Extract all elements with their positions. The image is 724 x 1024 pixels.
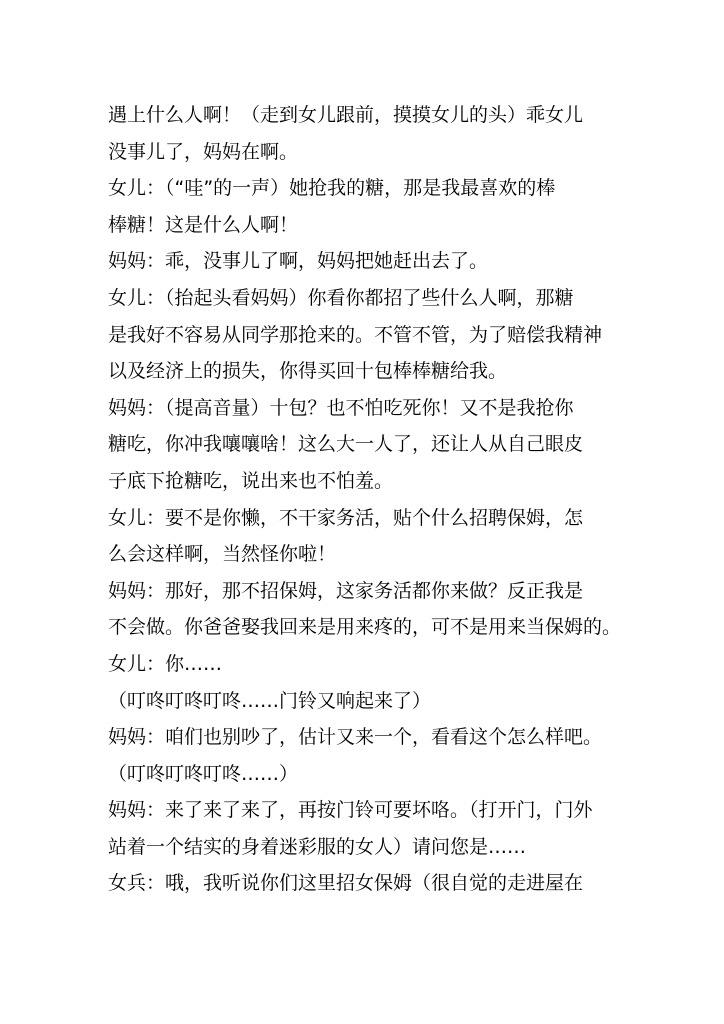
text-line: （叮咚叮咚叮咚……） [108,762,299,785]
text-line: 妈妈：来了来了来了，再按门铃可要坏咯。（打开门，门外 [108,799,593,822]
text-line: 站着一个结实的身着迷彩服的女人）请问您是…… [108,835,527,858]
text-line: 棒糖！这是什么人啊！ [108,213,299,236]
text-line: 妈妈：咱们也别吵了，估计又来一个，看看这个怎么样吧。 [108,726,603,749]
text-line: 妈妈：乖，没事儿了啊，妈妈把她赶出去了。 [108,250,489,273]
text-line: 女儿：（抬起头看妈妈）你看你都招了些什么人啊，那糖 [108,286,574,309]
text-line: 女儿：要不是你懒，不干家务活，贴个什么招聘保姆，怎 [108,506,584,529]
text-line: 子底下抢糖吃，说出来也不怕羞。 [108,469,394,492]
text-line: 女儿：（“哇”的一声）她抢我的糖，那是我最喜欢的棒 [108,177,556,200]
text-line: 妈妈：那好，那不招保姆，这家务活都你来做？反正我是 [108,579,584,602]
text-line: （叮咚叮咚叮咚……门铃又响起来了） [108,689,432,712]
text-line: 妈妈：（提高音量）十包？也不怕吃死你！又不是我抢你 [108,396,574,419]
text-line: 女儿：你…… [108,652,223,675]
text-line: 没事儿了，妈妈在啊。 [108,140,299,163]
script-text [108,97,628,902]
text-line: 么会这样啊，当然怪你啦！ [108,543,337,566]
text-line: 不会做。你爸爸娶我回来是用来疼的，可不是用来当保姆的。 [108,616,622,639]
text-line: 糖吃，你冲我嚷嚷啥！这么大一人了，还让人从自己眼皮 [108,433,584,456]
text-line: 女兵：哦，我听说你们这里招女保姆（很自觉的走进屋在 [108,872,584,895]
text-line: 遇上什么人啊！（走到女儿跟前，摸摸女儿的头）乖女儿 [108,104,584,126]
text-line: 以及经济上的损失，你得买回十包棒棒糖给我。 [108,360,508,383]
text-line: 是我好不容易从同学那抢来的。不管不管，为了赔偿我精神 [108,323,603,346]
